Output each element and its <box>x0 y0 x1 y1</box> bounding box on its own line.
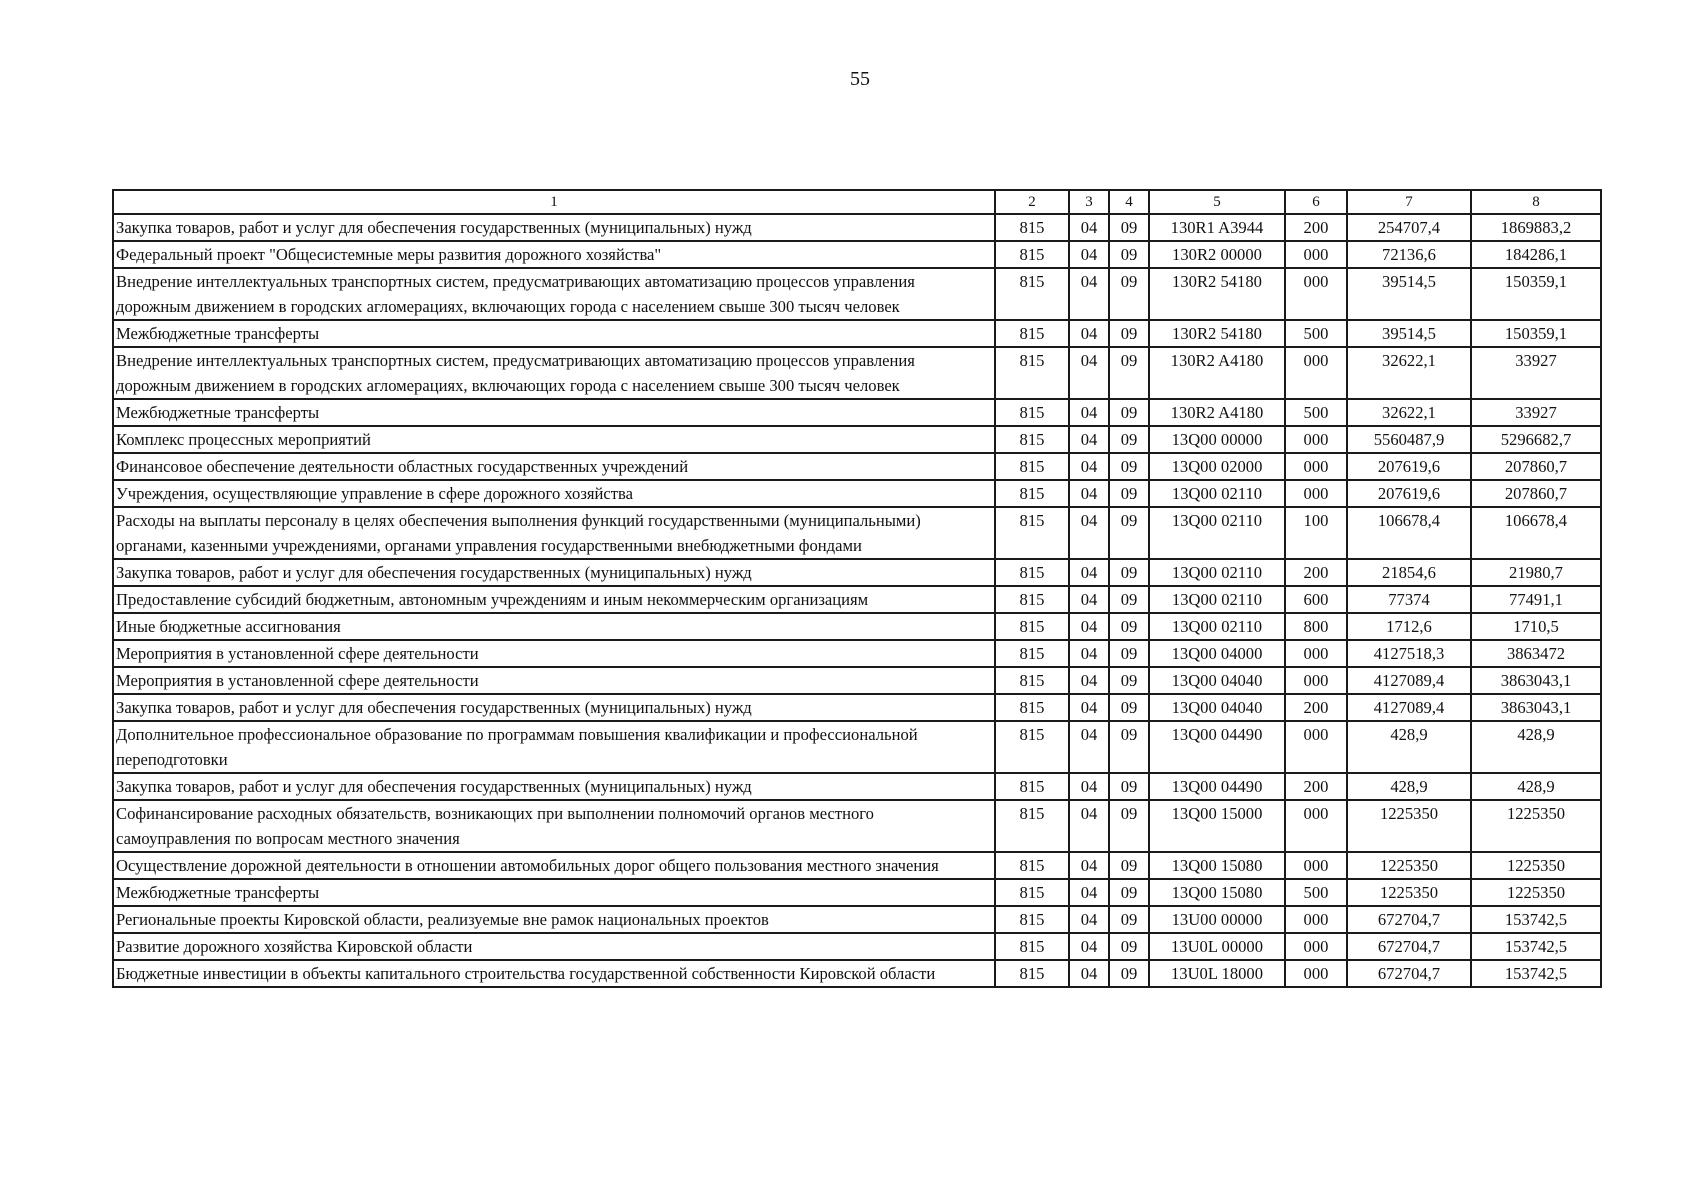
section-code: 04 <box>1069 453 1109 480</box>
column-header: 5 <box>1149 190 1285 214</box>
row-name: Софинансирование расходных обязательств, возникающих при выполнении полномочий органов местного самоуправления по вопросам местного значения <box>113 800 995 852</box>
subsection-code: 09 <box>1109 800 1149 852</box>
ministry-code: 815 <box>995 800 1069 852</box>
row-name: Федеральный проект "Общесистемные меры развития дорожного хозяйства" <box>113 241 995 268</box>
column-header: 1 <box>113 190 995 214</box>
expense-type-code: 500 <box>1285 320 1347 347</box>
expense-type-code: 000 <box>1285 852 1347 879</box>
row-name: Региональные проекты Кировской области, реализуемые вне рамок национальных проектов <box>113 906 995 933</box>
ministry-code: 815 <box>995 453 1069 480</box>
section-code: 04 <box>1069 399 1109 426</box>
target-article-code: 130R2 A4180 <box>1149 399 1285 426</box>
table-row <box>113 852 1601 879</box>
ministry-code: 815 <box>995 399 1069 426</box>
expense-type-code: 500 <box>1285 879 1347 906</box>
amount-col7: 4127518,3 <box>1347 640 1471 667</box>
row-name: Межбюджетные трансферты <box>113 399 995 426</box>
amount-col7: 428,9 <box>1347 773 1471 800</box>
target-article-code: 13Q00 04000 <box>1149 640 1285 667</box>
subsection-code: 09 <box>1109 586 1149 613</box>
target-article-code: 13Q00 00000 <box>1149 426 1285 453</box>
amount-col7: 5560487,9 <box>1347 426 1471 453</box>
amount-col7: 72136,6 <box>1347 241 1471 268</box>
ministry-code: 815 <box>995 586 1069 613</box>
subsection-code: 09 <box>1109 773 1149 800</box>
table-row <box>113 773 1601 800</box>
target-article-code: 13Q00 02110 <box>1149 586 1285 613</box>
expense-type-code: 000 <box>1285 800 1347 852</box>
ministry-code: 815 <box>995 906 1069 933</box>
subsection-code: 09 <box>1109 667 1149 694</box>
subsection-code: 09 <box>1109 453 1149 480</box>
amount-col7: 1225350 <box>1347 879 1471 906</box>
table-row <box>113 694 1601 721</box>
expense-type-code: 600 <box>1285 586 1347 613</box>
row-name: Межбюджетные трансферты <box>113 879 995 906</box>
page-number: 55 <box>850 68 870 90</box>
amount-col7: 39514,5 <box>1347 320 1471 347</box>
subsection-code: 09 <box>1109 507 1149 559</box>
table-row <box>113 399 1601 426</box>
table-row <box>113 559 1601 586</box>
amount-col8: 207860,7 <box>1471 480 1601 507</box>
ministry-code: 815 <box>995 773 1069 800</box>
target-article-code: 13Q00 04040 <box>1149 694 1285 721</box>
subsection-code: 09 <box>1109 241 1149 268</box>
row-name: Комплекс процессных мероприятий <box>113 426 995 453</box>
expense-type-code: 000 <box>1285 667 1347 694</box>
section-code: 04 <box>1069 268 1109 320</box>
expense-type-code: 000 <box>1285 268 1347 320</box>
target-article-code: 13Q00 02110 <box>1149 559 1285 586</box>
ministry-code: 815 <box>995 347 1069 399</box>
amount-col8: 33927 <box>1471 399 1601 426</box>
table-row <box>113 268 1601 320</box>
section-code: 04 <box>1069 721 1109 773</box>
subsection-code: 09 <box>1109 960 1149 987</box>
subsection-code: 09 <box>1109 694 1149 721</box>
table-body <box>113 214 1601 987</box>
amount-col8: 1869883,2 <box>1471 214 1601 241</box>
amount-col7: 207619,6 <box>1347 480 1471 507</box>
section-code: 04 <box>1069 640 1109 667</box>
ministry-code: 815 <box>995 879 1069 906</box>
target-article-code: 130R1 A3944 <box>1149 214 1285 241</box>
table-row <box>113 241 1601 268</box>
amount-col7: 1225350 <box>1347 800 1471 852</box>
target-article-code: 13Q00 02110 <box>1149 613 1285 640</box>
amount-col7: 4127089,4 <box>1347 694 1471 721</box>
subsection-code: 09 <box>1109 347 1149 399</box>
table-row <box>113 721 1601 773</box>
ministry-code: 815 <box>995 640 1069 667</box>
amount-col8: 207860,7 <box>1471 453 1601 480</box>
subsection-code: 09 <box>1109 399 1149 426</box>
expense-type-code: 000 <box>1285 480 1347 507</box>
amount-col7: 672704,7 <box>1347 960 1471 987</box>
row-name: Дополнительное профессиональное образование по программам повышения квалификации и профессиональной переподготовки <box>113 721 995 773</box>
section-code: 04 <box>1069 347 1109 399</box>
amount-col7: 428,9 <box>1347 721 1471 773</box>
amount-col8: 1710,5 <box>1471 613 1601 640</box>
target-article-code: 13Q00 04490 <box>1149 721 1285 773</box>
section-code: 04 <box>1069 586 1109 613</box>
table-row <box>113 613 1601 640</box>
ministry-code: 815 <box>995 613 1069 640</box>
subsection-code: 09 <box>1109 933 1149 960</box>
subsection-code: 09 <box>1109 613 1149 640</box>
table-row <box>113 426 1601 453</box>
section-code: 04 <box>1069 507 1109 559</box>
row-name: Развитие дорожного хозяйства Кировской области <box>113 933 995 960</box>
ministry-code: 815 <box>995 559 1069 586</box>
amount-col8: 1225350 <box>1471 800 1601 852</box>
subsection-code: 09 <box>1109 640 1149 667</box>
target-article-code: 13Q00 04490 <box>1149 773 1285 800</box>
section-code: 04 <box>1069 694 1109 721</box>
amount-col7: 672704,7 <box>1347 933 1471 960</box>
column-header: 2 <box>995 190 1069 214</box>
section-code: 04 <box>1069 879 1109 906</box>
expense-type-code: 500 <box>1285 399 1347 426</box>
row-name: Закупка товаров, работ и услуг для обеспечения государственных (муниципальных) нужд <box>113 559 995 586</box>
expense-type-code: 000 <box>1285 426 1347 453</box>
target-article-code: 13U0L 00000 <box>1149 933 1285 960</box>
row-name: Внедрение интеллектуальных транспортных систем, предусматривающих автоматизацию процессов управления дорожным движением в городских агломерациях, включающих города с населением свыше 300 тысяч человек <box>113 268 995 320</box>
expense-type-code: 000 <box>1285 347 1347 399</box>
section-code: 04 <box>1069 559 1109 586</box>
subsection-code: 09 <box>1109 906 1149 933</box>
target-article-code: 13U0L 18000 <box>1149 960 1285 987</box>
target-article-code: 130R2 54180 <box>1149 320 1285 347</box>
row-name: Иные бюджетные ассигнования <box>113 613 995 640</box>
amount-col8: 3863472 <box>1471 640 1601 667</box>
target-article-code: 13Q00 04040 <box>1149 667 1285 694</box>
row-name: Учреждения, осуществляющие управление в сфере дорожного хозяйства <box>113 480 995 507</box>
table-row <box>113 933 1601 960</box>
column-header: 6 <box>1285 190 1347 214</box>
expense-type-code: 800 <box>1285 613 1347 640</box>
amount-col8: 3863043,1 <box>1471 667 1601 694</box>
amount-col8: 1225350 <box>1471 879 1601 906</box>
target-article-code: 13Q00 15080 <box>1149 852 1285 879</box>
ministry-code: 815 <box>995 852 1069 879</box>
section-code: 04 <box>1069 906 1109 933</box>
target-article-code: 130R2 00000 <box>1149 241 1285 268</box>
amount-col7: 77374 <box>1347 586 1471 613</box>
expense-type-code: 000 <box>1285 933 1347 960</box>
section-code: 04 <box>1069 214 1109 241</box>
target-article-code: 13Q00 15000 <box>1149 800 1285 852</box>
target-article-code: 13Q00 02110 <box>1149 480 1285 507</box>
ministry-code: 815 <box>995 426 1069 453</box>
table-row <box>113 879 1601 906</box>
section-code: 04 <box>1069 852 1109 879</box>
ministry-code: 815 <box>995 480 1069 507</box>
amount-col7: 672704,7 <box>1347 906 1471 933</box>
ministry-code: 815 <box>995 268 1069 320</box>
amount-col8: 150359,1 <box>1471 268 1601 320</box>
section-code: 04 <box>1069 480 1109 507</box>
amount-col7: 32622,1 <box>1347 347 1471 399</box>
target-article-code: 13U00 00000 <box>1149 906 1285 933</box>
section-code: 04 <box>1069 241 1109 268</box>
row-name: Закупка товаров, работ и услуг для обеспечения государственных (муниципальных) нужд <box>113 773 995 800</box>
ministry-code: 815 <box>995 933 1069 960</box>
column-header: 7 <box>1347 190 1471 214</box>
row-name: Закупка товаров, работ и услуг для обеспечения государственных (муниципальных) нужд <box>113 694 995 721</box>
target-article-code: 130R2 A4180 <box>1149 347 1285 399</box>
ministry-code: 815 <box>995 320 1069 347</box>
row-name: Закупка товаров, работ и услуг для обеспечения государственных (муниципальных) нужд <box>113 214 995 241</box>
ministry-code: 815 <box>995 507 1069 559</box>
column-header: 3 <box>1069 190 1109 214</box>
ministry-code: 815 <box>995 241 1069 268</box>
table-row <box>113 453 1601 480</box>
ministry-code: 815 <box>995 721 1069 773</box>
amount-col8: 428,9 <box>1471 721 1601 773</box>
row-name: Мероприятия в установленной сфере деятельности <box>113 640 995 667</box>
expense-type-code: 200 <box>1285 214 1347 241</box>
expense-type-code: 000 <box>1285 960 1347 987</box>
expense-type-code: 000 <box>1285 640 1347 667</box>
expense-type-code: 000 <box>1285 906 1347 933</box>
expense-type-code: 200 <box>1285 559 1347 586</box>
amount-col8: 153742,5 <box>1471 933 1601 960</box>
amount-col8: 5296682,7 <box>1471 426 1601 453</box>
amount-col7: 32622,1 <box>1347 399 1471 426</box>
row-name: Предоставление субсидий бюджетным, автономным учреждениям и иным некоммерческим организациям <box>113 586 995 613</box>
amount-col8: 1225350 <box>1471 852 1601 879</box>
amount-col8: 106678,4 <box>1471 507 1601 559</box>
subsection-code: 09 <box>1109 480 1149 507</box>
amount-col8: 428,9 <box>1471 773 1601 800</box>
section-code: 04 <box>1069 960 1109 987</box>
target-article-code: 13Q00 02110 <box>1149 507 1285 559</box>
amount-col8: 21980,7 <box>1471 559 1601 586</box>
table-row <box>113 906 1601 933</box>
amount-col8: 77491,1 <box>1471 586 1601 613</box>
amount-col7: 1225350 <box>1347 852 1471 879</box>
target-article-code: 130R2 54180 <box>1149 268 1285 320</box>
expense-type-code: 000 <box>1285 453 1347 480</box>
subsection-code: 09 <box>1109 268 1149 320</box>
section-code: 04 <box>1069 320 1109 347</box>
subsection-code: 09 <box>1109 214 1149 241</box>
ministry-code: 815 <box>995 214 1069 241</box>
column-header: 4 <box>1109 190 1149 214</box>
amount-col7: 39514,5 <box>1347 268 1471 320</box>
section-code: 04 <box>1069 667 1109 694</box>
amount-col7: 1712,6 <box>1347 613 1471 640</box>
target-article-code: 13Q00 15080 <box>1149 879 1285 906</box>
target-article-code: 13Q00 02000 <box>1149 453 1285 480</box>
header-row <box>113 190 1601 214</box>
expense-type-code: 200 <box>1285 694 1347 721</box>
table-row <box>113 214 1601 241</box>
section-code: 04 <box>1069 773 1109 800</box>
row-name: Межбюджетные трансферты <box>113 320 995 347</box>
ministry-code: 815 <box>995 960 1069 987</box>
section-code: 04 <box>1069 426 1109 453</box>
row-name: Мероприятия в установленной сфере деятельности <box>113 667 995 694</box>
amount-col8: 150359,1 <box>1471 320 1601 347</box>
table-row <box>113 347 1601 399</box>
amount-col8: 153742,5 <box>1471 960 1601 987</box>
table-row <box>113 586 1601 613</box>
row-name: Осуществление дорожной деятельности в отношении автомобильных дорог общего пользования местного значения <box>113 852 995 879</box>
table-row <box>113 507 1601 559</box>
amount-col8: 153742,5 <box>1471 906 1601 933</box>
section-code: 04 <box>1069 933 1109 960</box>
amount-col8: 33927 <box>1471 347 1601 399</box>
subsection-code: 09 <box>1109 559 1149 586</box>
table-row <box>113 800 1601 852</box>
table-row <box>113 960 1601 987</box>
table-row <box>113 480 1601 507</box>
section-code: 04 <box>1069 800 1109 852</box>
amount-col7: 207619,6 <box>1347 453 1471 480</box>
table-row <box>113 640 1601 667</box>
expense-type-code: 200 <box>1285 773 1347 800</box>
subsection-code: 09 <box>1109 320 1149 347</box>
row-name: Внедрение интеллектуальных транспортных систем, предусматривающих автоматизацию процессов управления дорожным движением в городских агломерациях, включающих города с населением свыше 300 тысяч человек <box>113 347 995 399</box>
expense-type-code: 000 <box>1285 721 1347 773</box>
subsection-code: 09 <box>1109 879 1149 906</box>
subsection-code: 09 <box>1109 852 1149 879</box>
table-row <box>113 667 1601 694</box>
section-code: 04 <box>1069 613 1109 640</box>
amount-col7: 21854,6 <box>1347 559 1471 586</box>
subsection-code: 09 <box>1109 721 1149 773</box>
ministry-code: 815 <box>995 667 1069 694</box>
amount-col8: 184286,1 <box>1471 241 1601 268</box>
ministry-code: 815 <box>995 694 1069 721</box>
row-name: Расходы на выплаты персоналу в целях обеспечения выполнения функций государственными (муниципальными) органами, казенными учреждениями, органами управления государственными внебюджетными фондами <box>113 507 995 559</box>
subsection-code: 09 <box>1109 426 1149 453</box>
amount-col8: 3863043,1 <box>1471 694 1601 721</box>
column-header: 8 <box>1471 190 1601 214</box>
amount-col7: 106678,4 <box>1347 507 1471 559</box>
amount-col7: 4127089,4 <box>1347 667 1471 694</box>
amount-col7: 254707,4 <box>1347 214 1471 241</box>
row-name: Бюджетные инвестиции в объекты капитального строительства государственной собственности Кировской области <box>113 960 995 987</box>
table-row <box>113 320 1601 347</box>
budget-table <box>112 189 1602 988</box>
expense-type-code: 100 <box>1285 507 1347 559</box>
expense-type-code: 000 <box>1285 241 1347 268</box>
row-name: Финансовое обеспечение деятельности областных государственных учреждений <box>113 453 995 480</box>
